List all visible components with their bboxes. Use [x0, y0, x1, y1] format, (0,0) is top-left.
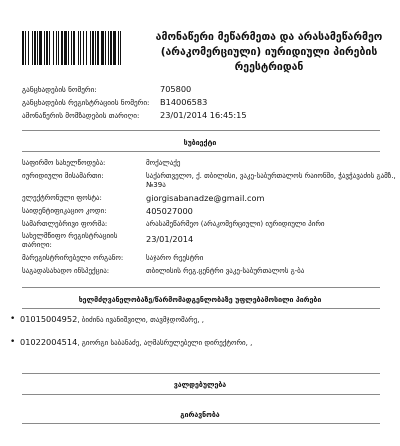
manager-details: , ბიძინა ივანიშვილი, თავმჯდომარე, ,: [77, 316, 204, 324]
title-line-3: რეესტრიდან: [234, 61, 304, 73]
manager-id: 01022004514: [20, 337, 78, 347]
barcode-bar: [97, 31, 99, 65]
manager-details: , გიორგი საბანაძე, აღმასრულებელი დირექტორი, ,: [77, 339, 253, 347]
registration-number-label: განცხადების რეგისტრაციის ნომერი:: [22, 98, 150, 107]
divider: [22, 423, 380, 424]
barcode-bar: [53, 31, 54, 65]
pledge-heading: გირავნობა: [180, 411, 220, 419]
divider: [22, 151, 380, 152]
barcode-bar: [34, 31, 36, 65]
barcode-bar: [44, 31, 45, 65]
barcode-bar: [39, 31, 42, 65]
barcode-bar: [56, 31, 57, 65]
managers-heading: ხელმძღვანელობაზე/წარმომადგენლობაზე უფლებამოსილი პირები: [78, 296, 322, 304]
application-number-row: [22, 84, 191, 95]
bullet-icon: •: [10, 337, 16, 347]
barcode-bar: [80, 31, 81, 65]
divider: [22, 287, 380, 288]
barcode-bar: [61, 31, 63, 65]
barcode-bar: [28, 31, 29, 65]
barcode-bar: [71, 31, 72, 65]
divider: [22, 373, 380, 374]
registration-number-value: B14006583: [160, 97, 208, 107]
application-number-value: 705800: [160, 84, 192, 94]
divider: [22, 394, 380, 395]
bullet-icon: •: [10, 314, 16, 324]
barcode-bar: [64, 31, 67, 65]
barcode-bar: [25, 31, 26, 65]
barcode-bar: [73, 31, 75, 65]
application-number-label: განცხადების ნომერი:: [22, 85, 97, 94]
barcode-bar: [105, 31, 106, 65]
barcode-bar: [120, 31, 121, 65]
barcode-bar: [68, 31, 69, 65]
divider: [22, 130, 380, 131]
barcode-bar: [101, 31, 104, 65]
extract-document: ამონაწერი მეწარმეთა და არასამეწარმეო (არაკომერციული) იურიდიული პირების რეესტრიდან განცხადების ნომერი: 705800 განცხადების რეგისტრაციის ნომერი: B14006583 ამონაწერის მომზადების თარიღი: 23/01/2014 16:45:15 სუბიექტი საფირმო სახელწოდება: მოქალაქე იურიდიული მისამართი: საქართველო, ქ. თბილისი, ვაკე-საბურთალოს რაიონში, ჭავჭავაძის გამზ., №39ა ელექტრონული ფოსტა: giorgisabanadze@gmail.com საიდენტიფიკაციო კოდი: 405027000 სამართლებრივი ფორმა: არასამეწარმეო (არაკომერციული) იურიდიული პირი სახელმწიფო რეგისტრაციის თარიღი: 23/01/2014 მარეგისტრირებელი ორგანო: საჯარო რეესტრი საგადასახადო ინსპექცია: თბილისის რეგ.ცენტრი ვაკე-საბურთალოს გ-ბა ხელმძღვანელობაზე/წარმომადგენლობაზე უფლებამოსილი პირები • 01015004952, ბიძინა ივანიშვილი, თავმჯდომარე, , • 01022004514, გიორგი საბანაძე, აღმასრულებელი დირექტორი, , ვალდებულება გირავნობა: [0, 0, 400, 446]
document-title: [146, 30, 392, 75]
registration-number-row: [22, 97, 207, 108]
barcode-image: [22, 31, 140, 65]
barcode-bar: [110, 31, 112, 65]
subject-heading: სუბიექტი: [183, 139, 217, 147]
barcode-bar: [108, 31, 109, 65]
barcode-bar: [83, 31, 84, 65]
barcode-bar: [49, 31, 50, 65]
print-date-row: [22, 110, 247, 121]
barcode-bar: [32, 31, 33, 65]
barcode-bar: [46, 31, 48, 65]
barcode-bar: [78, 31, 79, 65]
title-line-1: ამონაწერი მეწარმეთა და არასამეწარმეო: [155, 31, 383, 43]
barcode-bar: [86, 31, 87, 65]
divider: [22, 308, 380, 309]
print-date-label: ამონაწერის მომზადების თარიღი:: [22, 111, 140, 120]
print-date-value: 23/01/2014 16:45:15: [160, 110, 247, 120]
barcode-bar: [118, 31, 119, 65]
barcode-bar: [95, 31, 96, 65]
barcode-bar: [58, 31, 59, 65]
title-line-2: (არაკომერციული) იურიდიული პირების: [160, 46, 378, 58]
liens-heading: ვალდებულება: [173, 381, 227, 389]
barcode-bar: [22, 31, 24, 65]
manager-id: 01015004952: [20, 314, 78, 324]
barcode-bar: [113, 31, 116, 65]
barcode-bar: [37, 31, 38, 65]
barcode-bar: [92, 31, 94, 65]
barcode-bar: [90, 31, 91, 65]
